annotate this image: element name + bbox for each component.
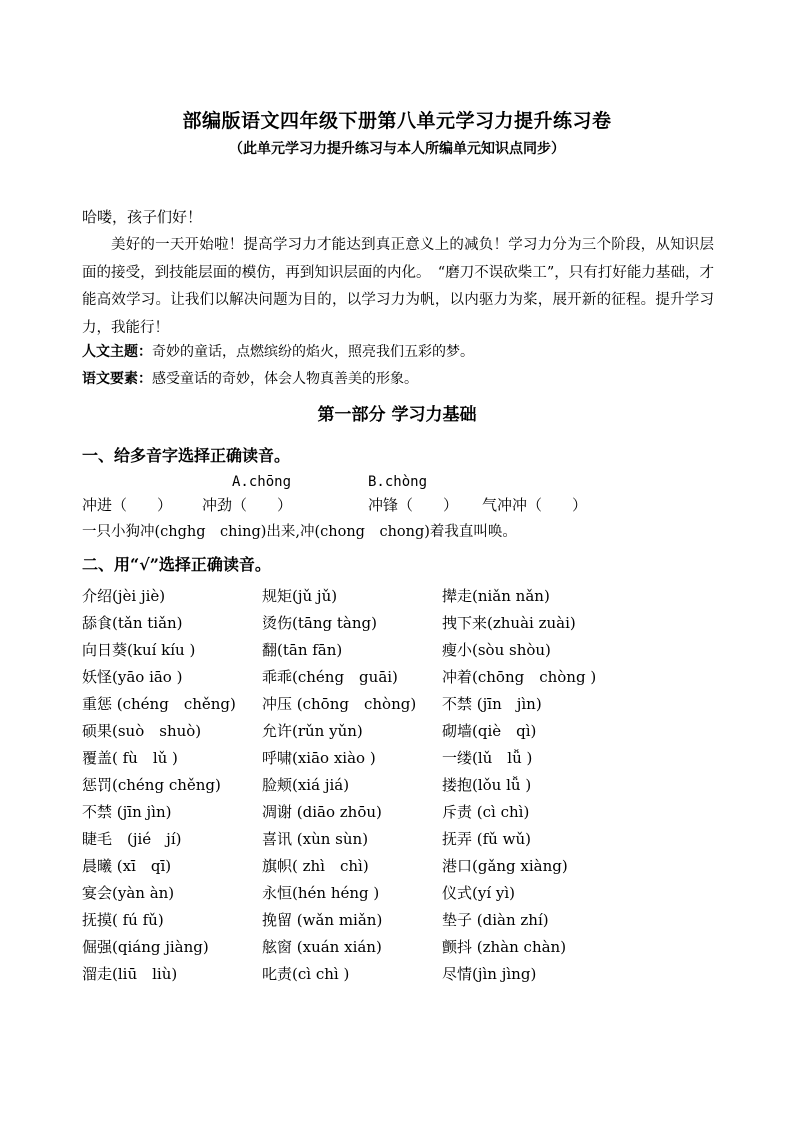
pinyin-choice-item[interactable]: 挽留 (wǎn miǎn) [262,911,383,929]
pinyin-choice-item[interactable]: 惩罚(chéng chěng) [82,776,221,794]
pinyin-choice-item[interactable]: 舷窗 (xuán xián) [262,938,382,956]
pinyin-choice-item[interactable]: 不禁 (jīn jìn) [442,695,542,713]
pinyin-choice-item[interactable]: 晨曦 (xī qī) [82,857,172,875]
pinyin-choice-item[interactable]: 垫子 (diàn zhí) [442,911,549,929]
pinyin-choice-item[interactable]: 脸颊(xiá jiá) [262,776,350,794]
option-b: B.chòng [368,474,428,490]
pinyin-choice-item[interactable]: 旗帜( zhì chì) [262,857,369,875]
pinyin-choice-item[interactable]: 凋谢 (diāo zhōu) [262,803,382,821]
humanities-theme [82,341,474,361]
pinyin-choice-item[interactable]: 喜讯 (xùn sùn) [262,830,369,848]
pinyin-choice-item[interactable]: 睫毛 (jié jí) [82,830,182,848]
pinyin-choice-item[interactable]: 斥责 (cì chì) [442,803,530,821]
pinyin-choice-item[interactable]: 烫伤(tāng tàng) [262,614,377,632]
pinyin-choice-item[interactable]: 硕果(suò shuò) [82,722,202,740]
polyphone-sentence: 一只小狗冲(chghg ching)出来,冲(chong chong)着我直叫唤。 [82,524,517,540]
pinyin-choice-item[interactable]: 冲压 (chōng chòng) [262,695,417,713]
pinyin-choice-item[interactable]: 呼啸(xiāo xiào ) [262,749,376,767]
pinyin-choice-item[interactable]: 瘦小(sòu shòu) [442,641,551,659]
pinyin-choice-item[interactable]: 规矩(jǔ jǔ) [262,587,338,605]
language-element-text: 感受童话的奇妙，体会人物真善美的形象。 [152,371,418,387]
section1-heading: 一、给多音字选择正确读音。 [82,446,291,465]
pinyin-choice-item[interactable]: 永恒(hén héng ) [262,884,380,902]
pinyin-choice-item[interactable]: 叱责(cì chì ) [262,965,350,983]
pinyin-choice-item[interactable]: 砌墙(qiè qì) [442,722,537,740]
section2-heading: 二、用“√”选择正确读音。 [82,555,271,574]
pinyin-choice-item[interactable]: 覆盖( fù lǔ ) [82,749,178,767]
pinyin-choice-item[interactable]: 不禁 (jīn jìn) [82,803,172,821]
pinyin-choice-item[interactable]: 允许(rǔn yǔn) [262,722,363,740]
language-element-label: 语文要素： [82,371,152,387]
pinyin-choice-item[interactable]: 翻(tān fān) [262,641,343,659]
pinyin-choice-item[interactable]: 冲着(chōng chòng ) [442,668,597,686]
humanities-theme-text: 奇妙的童话，点燃缤纷的焰火，照亮我们五彩的梦。 [152,344,474,360]
pinyin-choice-item[interactable]: 抚摸( fú fǔ) [82,911,164,929]
greeting: 哈喽，孩子们好！ [82,208,203,226]
pinyin-choice-item[interactable]: 介绍(jèi jiè) [82,587,166,605]
blank-item[interactable]: 气冲冲（ ） [482,496,588,514]
pinyin-choice-item[interactable]: 拽下来(zhuài zuài) [442,614,576,632]
pinyin-choice-item[interactable]: 重惩 (chéng chěng) [82,695,236,713]
blank-item[interactable]: 冲锋（ ） [368,496,459,514]
pinyin-choice-item[interactable]: 尽情(jìn jìng) [442,965,537,983]
pinyin-choice-item[interactable]: 妖怪(yāo iāo ) [82,668,183,686]
pinyin-choice-item[interactable]: 溜走(liū liù) [82,965,178,983]
pinyin-choice-item[interactable]: 倔强(qiáng jiàng) [82,938,209,956]
page-subtitle: （此单元学习力提升练习与本人所编单元知识点同步） [229,141,565,157]
part-title: 第一部分 学习力基础 [317,405,477,425]
pinyin-choice-item[interactable]: 向日葵(kuí kíu ) [82,641,196,659]
pinyin-choice-item[interactable]: 一缕(lǔ lǚ ) [442,749,533,767]
pinyin-choice-item[interactable]: 仪式(yí yì) [442,884,516,902]
blank-item[interactable]: 冲进（ ） [82,496,173,514]
pinyin-choice-item[interactable]: 舔食(tǎn tiǎn) [82,614,183,632]
pinyin-choice-item[interactable]: 港口(gǎng xiàng) [442,857,568,875]
pinyin-choice-item[interactable]: 颤抖 (zhàn chàn) [442,938,567,956]
pinyin-choice-item[interactable]: 撵走(niǎn nǎn) [442,587,550,605]
pinyin-choice-item[interactable]: 抚弄 (fǔ wǔ) [442,830,531,848]
language-element [82,368,418,388]
pinyin-choice-item[interactable]: 乖乖(chéng guāi) [262,668,398,686]
blank-item[interactable]: 冲劲（ ） [202,496,293,514]
intro-paragraph: 美好的一天开始啦！提高学习力才能达到真正意义上的减负！学习力分为三个阶段，从知识层面的接受，到技能层面的模仿，再到知识层面的内化。 “磨刀不误砍柴工”，只有打好能力基础，才能高效学习。让我们以解决问题为目的，以学习力为帆，以内驱力为桨，展开新的征程。提升学习力，我能行！ [82,237,714,336]
humanities-theme-label: 人文主题： [82,344,152,360]
pinyin-choice-item[interactable]: 搂抱(lǒu lǚ ) [442,776,532,794]
pinyin-choice-item[interactable]: 宴会(yàn àn) [82,884,175,902]
page-title: 部编版语文四年级下册第八单元学习力提升练习卷 [182,110,612,132]
option-a: A.chōng [232,474,292,490]
